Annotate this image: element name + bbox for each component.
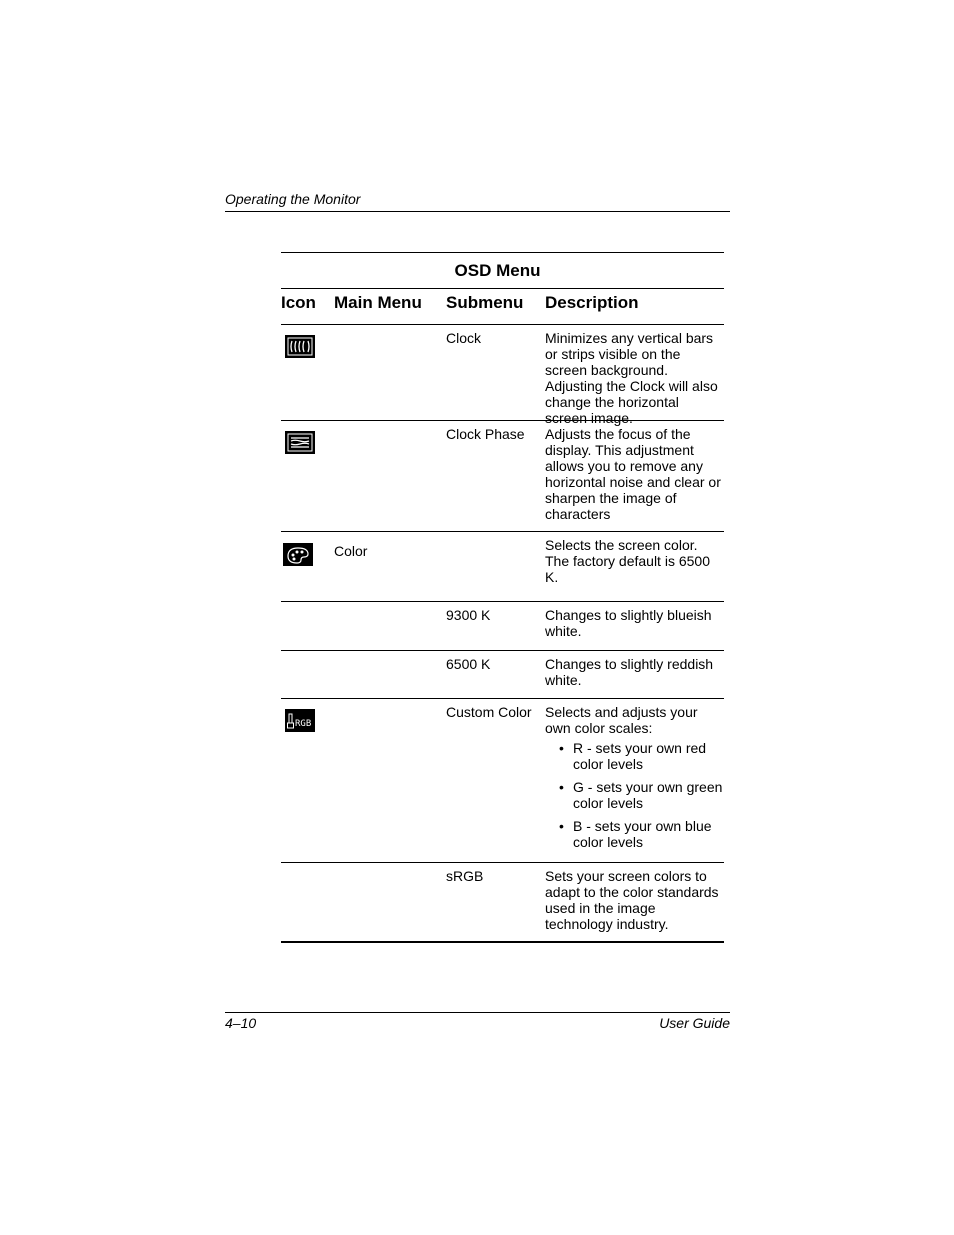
description-cell <box>545 704 723 857</box>
submenu-cell: Custom Color <box>446 704 532 720</box>
submenu-cell: sRGB <box>446 868 484 884</box>
main-menu-cell: Color <box>334 543 368 559</box>
osd-menu-table <box>281 252 724 943</box>
column-header-submenu: Submenu <box>446 293 524 312</box>
table-row <box>281 602 724 651</box>
footer-title: User Guide <box>659 1015 730 1031</box>
description-cell: Adjusts the focus of the display. This adjustment allows you to remove any horizontal noise and clear or sharpen the image of characters <box>545 426 721 522</box>
page-number: 4–10 <box>225 1015 257 1031</box>
page-header <box>225 191 730 212</box>
list-item: • R - sets your own red color levels <box>559 740 707 772</box>
description-cell: Changes to slightly reddish white. <box>545 656 714 688</box>
description-cell: Selects the screen color. The factory default is 6500 K. <box>545 537 710 585</box>
description-cell: Changes to slightly blueish white. <box>545 607 712 639</box>
page-footer <box>225 1012 730 1031</box>
table-row <box>281 421 724 532</box>
svg-text:RGB: RGB <box>295 719 312 729</box>
submenu-cell: Clock Phase <box>446 426 525 442</box>
header-title: Operating the Monitor <box>225 191 361 207</box>
submenu-cell: 6500 K <box>446 656 491 672</box>
clock-phase-icon <box>285 431 315 454</box>
table-row <box>281 863 724 941</box>
description-cell: Sets your screen colors to adapt to the color standards used in the image technology industry. <box>545 868 719 932</box>
submenu-cell: 9300 K <box>446 607 491 623</box>
table-row <box>281 651 724 699</box>
color-palette-icon <box>283 543 313 566</box>
custom-rgb-icon <box>285 709 315 732</box>
bullet-list <box>545 740 723 850</box>
clock-icon <box>285 335 315 358</box>
submenu-cell: Clock <box>446 330 482 346</box>
description-cell: Minimizes any vertical bars or strips visible on the screen background. Adjusting the Clock will also change the horizontal screen image. <box>545 330 718 426</box>
column-header-main-menu: Main Menu <box>334 293 422 312</box>
table-title: OSD Menu <box>281 253 724 289</box>
column-headers <box>281 289 724 325</box>
list-item: • G - sets your own green color levels <box>559 779 723 811</box>
column-header-icon: Icon <box>281 293 316 312</box>
description-text: Selects and adjusts your own color scales: <box>545 704 698 736</box>
table-row <box>281 699 724 863</box>
table-row <box>281 325 724 426</box>
table-row <box>281 532 724 602</box>
list-item: • B - sets your own blue color levels <box>559 818 712 850</box>
column-header-description: Description <box>545 293 639 312</box>
